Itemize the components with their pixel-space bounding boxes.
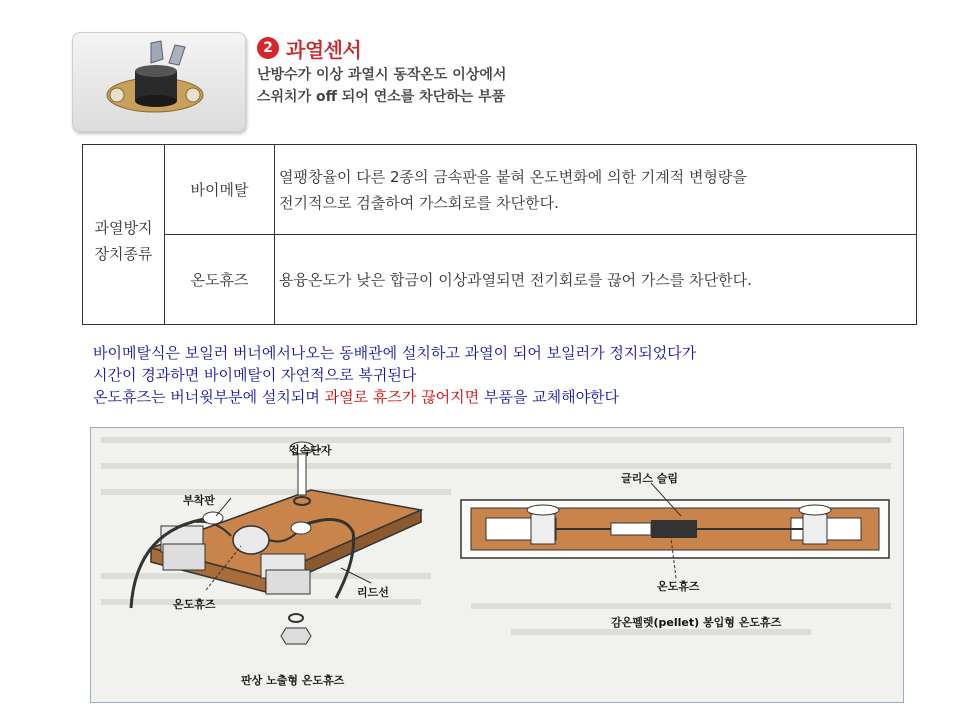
- sensor-photo-graphic: [73, 33, 245, 131]
- table-row: [83, 235, 917, 325]
- section-number-badge: 2: [257, 37, 279, 59]
- section-description: [257, 64, 506, 108]
- description-cell: [275, 145, 917, 235]
- description-text: 용융온도가 낮은 합금이 이상과열되면 전기회로를 끊어 가스를 차단한다.: [279, 270, 752, 289]
- overheat-sensor-photo: [72, 32, 246, 132]
- fuse-label: 온도휴즈: [657, 580, 700, 593]
- note-text: 부품을 교체해야한다: [479, 388, 620, 406]
- description-text: 열팽창율이 다른 2종의 금속판을 붙혀 온도변화에 의한 기계적 변형량을: [279, 167, 747, 186]
- description-line: 난방수가 이상 과열시 동작온도 이상에서: [257, 67, 507, 83]
- note-line: 바이메탈식은 보일러 버너에서나오는 동배관에 설치하고 과열이 되어 보일러가 정지되었다가: [93, 344, 697, 362]
- note-warning-text: 과열로 휴즈가 끊어지면: [324, 388, 480, 406]
- category-label: 장치종류: [94, 245, 153, 263]
- lead-wire-label: 리드선: [357, 586, 389, 599]
- terminal-label: 접속단자: [289, 444, 332, 457]
- fuse-illustration: [90, 427, 904, 703]
- category-label: 과열방지: [94, 219, 153, 237]
- category-cell: [83, 145, 165, 325]
- right-caption: 감온펠렛(pellet) 봉입형 온도휴즈: [611, 616, 782, 629]
- type-cell: 바이메탈: [165, 145, 275, 235]
- fuse-label: 온도휴즈: [173, 598, 216, 611]
- note-line: [93, 386, 619, 408]
- plate-label: 부착판: [183, 494, 215, 507]
- description-text: 전기적으로 검출하여 가스회로를 차단한다.: [279, 193, 559, 212]
- note-text: 온도휴즈는 버너윗부분에 설치되며: [93, 388, 325, 406]
- description-cell: [275, 235, 917, 325]
- note-line: 시간이 경과하면 바이메탈이 자연적으로 복귀된다: [93, 366, 417, 384]
- overheat-device-table: [82, 144, 917, 325]
- description-line: 스위치가 off 되어 연소를 차단하는 부품: [257, 89, 506, 105]
- table-row: [83, 145, 917, 235]
- left-caption: 판상 노출형 온도휴즈: [241, 674, 345, 687]
- glass-sleeve-label: 글리스 슬림: [621, 472, 678, 485]
- type-cell: 온도휴즈: [165, 235, 275, 325]
- section-title: 과열센서: [286, 38, 362, 62]
- fuse-diagram: [91, 428, 903, 702]
